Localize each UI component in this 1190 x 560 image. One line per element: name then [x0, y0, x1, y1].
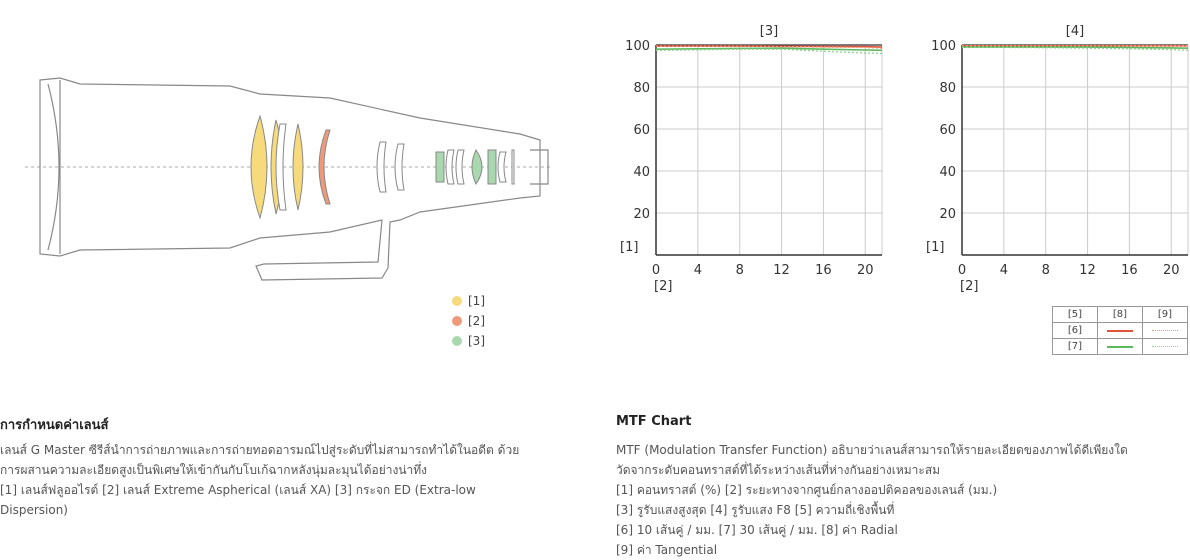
lens-element-xa: [319, 130, 330, 204]
y-tick-label: 60: [633, 123, 650, 138]
key-radial-30lp: [1098, 339, 1143, 355]
legend-label: [2]: [468, 314, 485, 328]
key-row-10lp: [1053, 323, 1188, 339]
legend-dot: [452, 296, 462, 306]
legend-item-fluorite: [452, 294, 485, 308]
y-tick-label: 80: [939, 81, 956, 96]
lens-element-clear-3: [395, 144, 404, 190]
lens-element-fluorite-3: [293, 124, 303, 210]
mtf-chart-max-aperture: [612, 18, 892, 303]
legend-label: [1]: [468, 294, 485, 308]
lens-config-title: การกำหนดค่าเลนส์: [0, 418, 109, 433]
x-tick-labels: [958, 263, 1180, 278]
lens-element-clear-7: [512, 150, 514, 184]
y-tick-label: 100: [625, 39, 650, 54]
x-tick-label: 4: [999, 263, 1008, 278]
y-tick-label: 100: [931, 39, 956, 54]
x-tick-label: 8: [735, 263, 744, 278]
x-tick-labels: [652, 263, 874, 278]
legend-item-ed: [452, 334, 485, 348]
lens-element-clear-2: [377, 142, 386, 192]
lens-element-ed-2: [472, 150, 482, 184]
line-sample: [1152, 346, 1178, 347]
key-row-30lp: [1053, 339, 1188, 355]
chart-series: [962, 46, 1188, 51]
x-tick-label: 12: [773, 263, 790, 278]
x-tick-label: 16: [815, 263, 832, 278]
chart-series: [656, 46, 882, 53]
y-axis-label: [1]: [926, 240, 945, 255]
y-tick-label: 20: [633, 207, 650, 222]
lens-element-ed-1: [436, 152, 444, 182]
key-row-label: [6]: [1053, 323, 1098, 339]
x-axis-label: [2]: [960, 279, 979, 294]
lens-config-text: เลนส์ G Master ซีรีส์นำการถ่ายภาพและการถ่ายทอดอารมณ์ไปสู่ระดับที่ไม่สามารถทำได้ในอดีต ด้วย การผสานความละเอียดสูงเป็นพิเศษให้เข้ากันกับโบเก้ฉากหลังนุ่มละมุนได้อย่างน่าทึ่ง [1] เลนส์ฟลูออไรต์ [2] เลนส์ Extreme Aspherical (เลนส์ XA) [3] กระจก ED (Extra-low Dispersion): [0, 443, 520, 517]
x-tick-label: 4: [693, 263, 702, 278]
rear-mount: [530, 150, 548, 184]
chart-grid: [962, 45, 1188, 255]
x-tick-label: 20: [856, 263, 874, 278]
key-header-tangential: [9]: [1143, 307, 1188, 323]
mtf-key-table: [1052, 306, 1188, 355]
legend-dot: [452, 336, 462, 346]
x-tick-label: 12: [1079, 263, 1096, 278]
x-tick-label: 0: [957, 263, 967, 278]
x-axis-label: [2]: [654, 279, 673, 294]
y-tick-label: 40: [633, 165, 650, 180]
line-sample: [1152, 330, 1178, 331]
lens-barrel: [40, 78, 540, 280]
chart-title: [3]: [759, 24, 779, 39]
y-tick-label: 20: [939, 207, 956, 222]
key-header-row: [1053, 307, 1188, 323]
legend-label: [3]: [468, 334, 485, 348]
x-tick-label: 20: [1162, 263, 1180, 278]
y-tick-labels: [625, 39, 650, 222]
y-tick-label: 60: [939, 123, 956, 138]
mtf-section-text: MTF (Modulation Transfer Function) อธิบายว่าเลนส์สามารถให้รายละเอียดของภาพได้ดีเพียงใด วัดจากระดับคอนทราสต์ที่ได้ระหว่างเส้นที่ห่างกันอย่างเหมาะสม [1] คอนทราสต์ (%) [2] ระยะทางจากศูนย์กลางออปติคอลของเลนส์ (มม.) [3] รูรับแสงสูงสุด [4] รูรับแสง F8 [5] ความถี่เชิงพื้นที่ [6] 10 เส้นคู่ / มม. [7] 30 เส้นคู่ / มม. [8] ค่า Radial [9] ค่า Tangential: [616, 443, 1128, 557]
legend-item-xa: [452, 314, 485, 328]
x-tick-label: 0: [651, 263, 661, 278]
line-sample: [1107, 346, 1133, 348]
line-sample: [1107, 330, 1133, 332]
chart-title: [4]: [1065, 24, 1085, 39]
lens-element-clear-6: [498, 152, 506, 182]
mtf-section-title: MTF Chart: [616, 414, 692, 429]
y-axis-label: [1]: [620, 240, 639, 255]
legend-dot: [452, 316, 462, 326]
key-radial-10lp: [1098, 323, 1143, 339]
lens-element-clear-5: [456, 150, 464, 184]
key-row-label: [7]: [1053, 339, 1098, 355]
key-tangential-10lp: [1143, 323, 1188, 339]
key-header-frequency: [5]: [1053, 307, 1098, 323]
lens-element-fluorite-1: [251, 116, 267, 218]
y-tick-label: 80: [633, 81, 650, 96]
mtf-chart-f8: [918, 18, 1190, 303]
y-tick-label: 40: [939, 165, 956, 180]
lens-element-ed-3: [488, 150, 496, 184]
key-header-radial: [8]: [1098, 307, 1143, 323]
lens-diagram: [0, 60, 560, 290]
key-tangential-30lp: [1143, 339, 1188, 355]
y-tick-labels: [931, 39, 956, 222]
x-tick-label: 16: [1121, 263, 1138, 278]
x-tick-label: 8: [1041, 263, 1050, 278]
chart-grid: [656, 45, 882, 255]
